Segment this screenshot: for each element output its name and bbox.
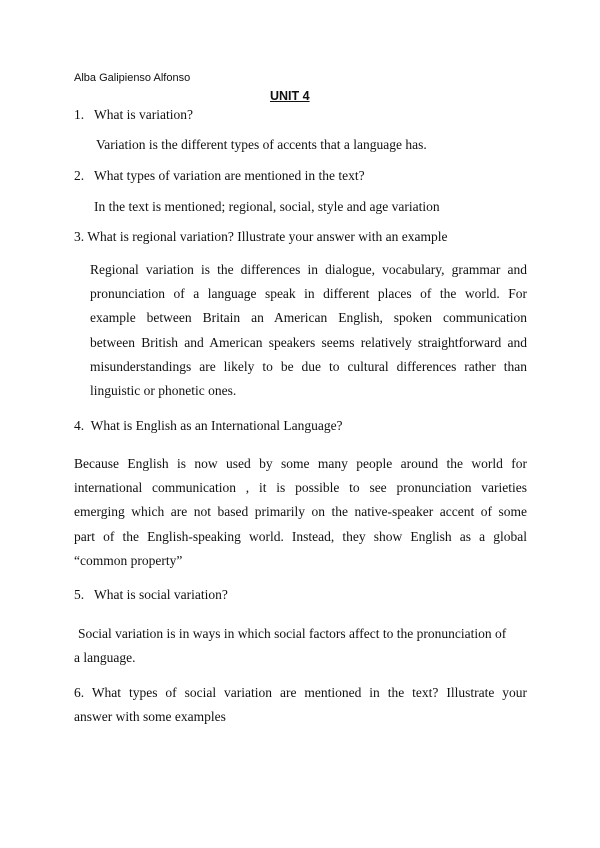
question-number: 2. bbox=[74, 168, 85, 183]
answer-line: Regional variation is the differences in dialogue, vocabulary, grammar and bbox=[90, 262, 527, 277]
question-number: 3. bbox=[74, 229, 85, 244]
answer-line: between British and American speakers seems relatively straightforward and bbox=[90, 334, 527, 350]
question-number: 1. bbox=[74, 107, 85, 122]
answer-4 bbox=[74, 452, 527, 573]
answer-line: Because English is now used by some many people around the world for bbox=[74, 456, 527, 471]
answer-line: Social variation is in ways in which social factors affect to the pronunciation of bbox=[78, 626, 507, 641]
answer-5 bbox=[74, 622, 527, 670]
question-line: 6. What types of social variation are mentioned in the text? Illustrate your bbox=[74, 685, 527, 700]
question-text: What types of variation are mentioned in the text? bbox=[94, 168, 365, 183]
answer-2: In the text is mentioned; regional, social, style and age variation bbox=[94, 199, 440, 214]
answer-line: “common property” bbox=[74, 552, 183, 568]
author-name: Alba Galipienso Alfonso bbox=[74, 72, 191, 84]
page-title: UNIT 4 bbox=[270, 89, 310, 103]
answer-1: Variation is the different types of accents that a language has. bbox=[96, 137, 427, 152]
question-text: What is variation? bbox=[94, 107, 193, 122]
answer-line: pronunciation of a language speak in different places of the world. For bbox=[90, 286, 527, 302]
question-1 bbox=[74, 107, 193, 123]
question-text: What is social variation? bbox=[94, 587, 228, 602]
question-5 bbox=[74, 587, 228, 603]
question-4 bbox=[74, 418, 343, 434]
question-number: 5. bbox=[74, 587, 85, 602]
answer-line: emerging which are not based primarily on the native-speaker accent of some bbox=[74, 504, 527, 520]
answer-line: part of the English-speaking world. Instead, they show English as a global bbox=[74, 528, 527, 544]
answer-line: linguistic or phonetic ones. bbox=[90, 382, 237, 398]
question-line: answer with some examples bbox=[74, 709, 226, 725]
answer-line: example between Britain an American English, spoken communication bbox=[90, 310, 527, 326]
question-text: What is regional variation? Illustrate your answer with an example bbox=[87, 229, 448, 244]
answer-3 bbox=[90, 258, 527, 403]
question-6 bbox=[74, 681, 527, 729]
question-2 bbox=[74, 168, 365, 184]
answer-line: international communication , it is possible to see pronunciation varieties bbox=[74, 480, 527, 496]
answer-line: misunderstandings are likely to be due to cultural differences rather than bbox=[90, 358, 527, 374]
question-text: What is English as an International Language? bbox=[90, 418, 343, 433]
question-number: 4. bbox=[74, 418, 85, 433]
question-3 bbox=[74, 229, 448, 245]
answer-line: a language. bbox=[74, 650, 136, 666]
